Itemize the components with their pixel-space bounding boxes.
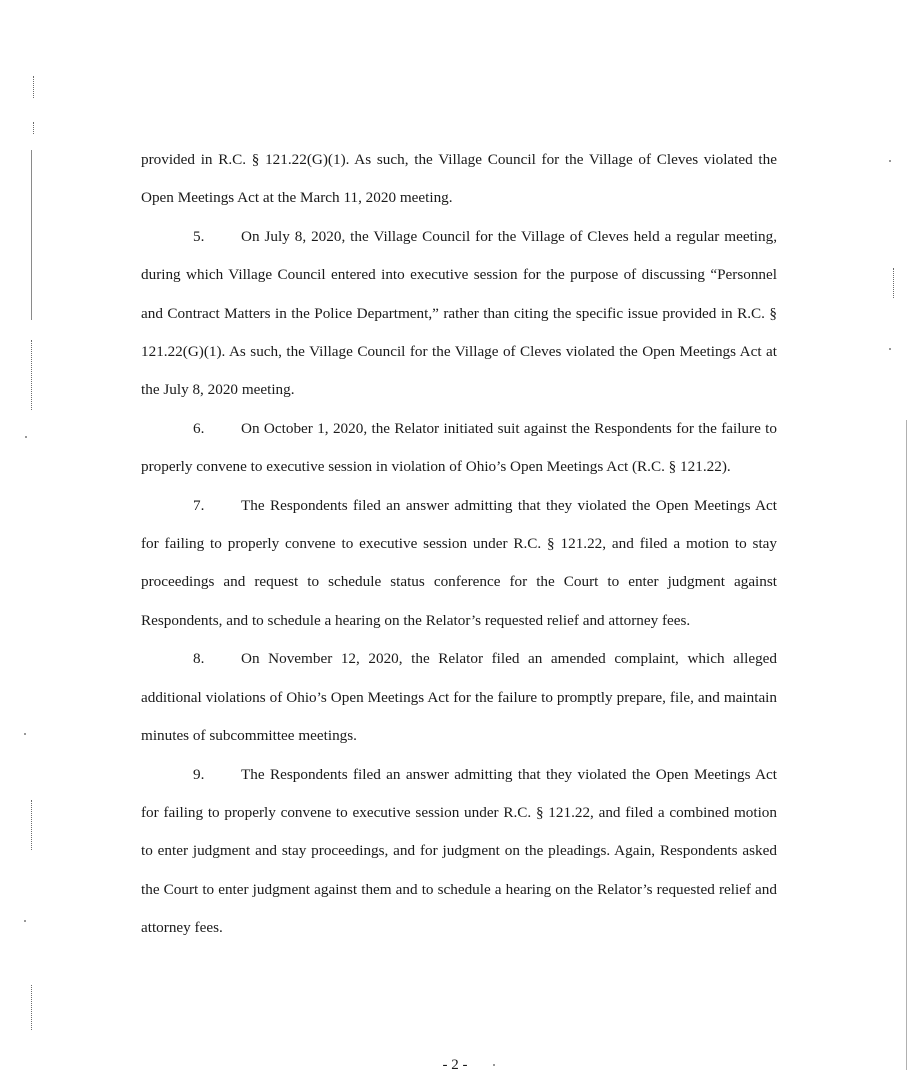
scan-artifact [31,340,32,410]
paragraph-text: On October 1, 2020, the Relator initiated suit against the Respondents for the failure to properly convene to executive session in violation of Ohio’s Open Meetings Act (R.C. § 121.22). [141,419,777,476]
intro-paragraph: provided in R.C. § 121.22(G)(1). As such, the Village Council for the Village of Cleves violated the Open Meetings Act at the March 11, 2020 meeting. [141,151,777,207]
scan-artifact [33,76,34,98]
scan-artifact [893,268,894,298]
paragraph-number: 9. [193,765,205,783]
scan-artifact [31,800,32,850]
paragraph-text: On July 8, 2020, the Village Council for the Village of Cleves held a regular meeting, during which Village Council entered into executive session for the purpose of discussing “Personnel and Contract Matters in the Police Department,” rather than citing the specific issue provided in R.C. § 121.22(G)(1). As such, the Village Council for the Village of Cleves violated the Open Meetings Act at the July 8, 2020 meeting. [141,227,777,399]
paragraph-number: 6. [193,419,205,437]
scan-artifact [906,420,907,1070]
paragraph-number: 5. [193,227,205,245]
paragraph-number: 8. [193,650,205,668]
paragraph-7 [141,487,777,641]
scan-speck [889,348,891,350]
document-body [141,141,777,948]
scan-speck [24,920,26,922]
paragraph-text: On November 12, 2020, the Relator filed an amended complaint, which alleged additional violations of Ohio’s Open Meetings Act for the failure to promptly prepare, file, and maintain minutes of subcommittee meetings. [141,650,777,745]
paragraph-5 [141,218,777,410]
paragraph-9 [141,756,777,948]
paragraph-number: 7. [193,496,205,514]
scan-speck [25,436,27,438]
scan-artifact [31,150,32,320]
scan-speck [889,160,891,162]
paragraph-8 [141,640,777,755]
paragraph-text: The Respondents filed an answer admitting that they violated the Open Meetings Act for failing to properly convene to executive session under R.C. § 121.22, and filed a motion to stay proceedings and request to schedule status conference for the Court to enter judgment against Respondents, and to schedule a hearing on the Relator’s requested relief and attorney fees. [141,496,777,629]
page-number: - 2 - [442,1057,468,1073]
scan-artifact [33,122,34,134]
scan-artifact [31,985,32,1030]
scan-speck [24,733,26,735]
paragraph-text: The Respondents filed an answer admitting that they violated the Open Meetings Act for failing to properly convene to executive session under R.C. § 121.22, and filed a combined motion to enter judgment and stay proceedings, and for judgment on the pleadings. Again, Respondents asked the Court to enter judgment against them and to schedule a hearing on the Relator’s requested relief and attorney fees. [141,765,777,937]
paragraph-6 [141,410,777,487]
